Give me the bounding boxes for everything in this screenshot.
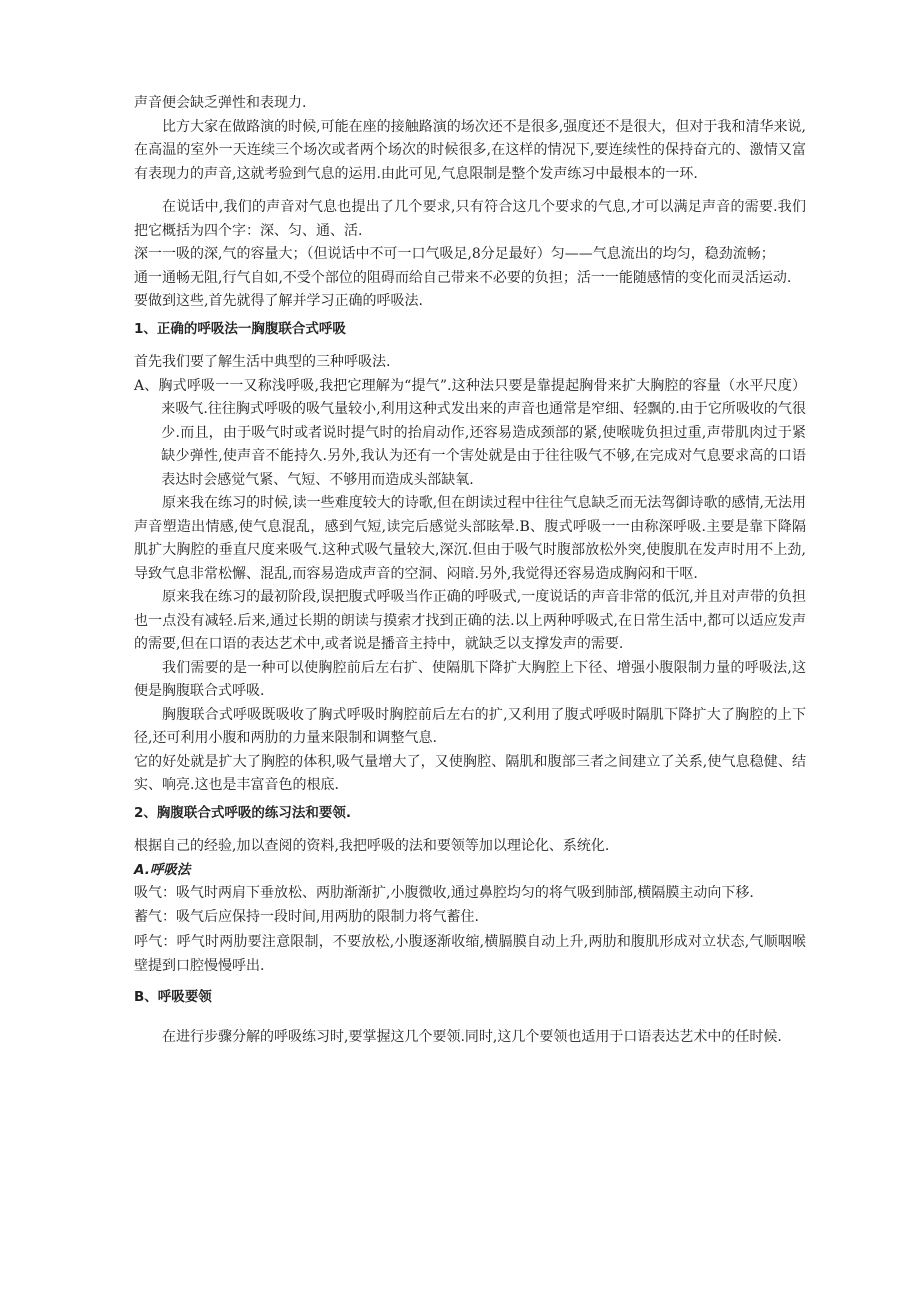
paragraph: 深一一吸的深,气的容量大；（但说话中不可一口气吸足,8分足最好）匀——气息流出的均匀，稳劲流畅； bbox=[134, 246, 775, 262]
paragraph: 我们需要的是一种可以使胸腔前后左右扩、使隔肌下降扩大胸腔上下径、增强小腹限制力量的呼吸法,这便是胸腹联合式呼吸. bbox=[134, 659, 806, 699]
paragraph: 声音便会缺乏弹性和表现力. bbox=[134, 95, 307, 111]
paragraph: 比方大家在做路演的时候,可能在座的接触路演的场次还不是很多,强度还不是很大，但对于我和清华来说,在高温的室外一天连续三个场次或者两个场次的时候很多,在这样的情况下,要连续性的保持奋亢的、激情又富有表现力的声音,这就考验到气息的运用.由此可见,气息限制是整个发声练习中最根本的一环. bbox=[134, 118, 806, 182]
list-item: A、胸式呼吸一一又称浅呼吸,我把它理解为“提气”.这种法只要是靠提起胸骨来扩大胸腔的容量（水平尺度）来吸气.往往胸式呼吸的吸气量较小,利用这种式发出来的声音也通常是窄细、轻飘的.由于它所吸收的气很少.而且，由于吸气时或者说时提气时的抬肩动作,还容易造成颈部的紧,使喉咙负担过重,声带肌肉过于紧缺少弹性,使声音不能持久.另外,我认为还有一个害处就是由于往往吸气不够,在完成对气息要求高的口语表达时会感觉气紧、气短、不够用而造成头部缺氧. bbox=[134, 377, 806, 488]
paragraph: 吸气：吸气时两肩下垂放松、两肋渐渐扩,小腹微收,通过鼻腔均匀的将气吸到肺部,横隔膜主动向下移. bbox=[134, 885, 754, 901]
paragraph: 根据自己的经验,加以查阅的资料,我把呼吸的法和要领等加以理论化、系统化. bbox=[134, 838, 610, 854]
subsection-heading: B、呼吸要领 bbox=[134, 989, 212, 1005]
paragraph: 在说话中,我们的声音对气息也提出了几个要求,只有符合这几个要求的气息,才可以满足声音的需要.我们把它概括为四个字：深、匀、通、活. bbox=[134, 199, 806, 239]
paragraph: 原来我在练习的时候,读一些难度较大的诗歌,但在朗读过程中往往气息缺乏而无法驾御诗歌的感情,无法用声音塑造出情感,使气息混乱，感到气短,读完后感觉头部眩晕.B、腹式呼吸一一由称深呼吸.主要是靠下降隔肌扩大胸腔的垂直尺度来吸气.这种式吸气量较大,深沉.但由于吸气时腹部放松外突,使腹肌在发声时用不上劲,导致气息非常松懈、混乱,而容易造成声音的空洞、闷暗.另外,我觉得还容易造成胸闷和干呕. bbox=[134, 495, 806, 582]
section-heading: 2、胸腹联合式呼吸的练习法和要领. bbox=[134, 804, 352, 821]
paragraph: 呼气：呼气时两肋要注意限制，不要放松,小腹逐渐收缩,横膈膜自动上升,两肋和腹肌形成对立状态,气顺咽喉壁提到口腔慢慢呼出. bbox=[134, 934, 806, 974]
paragraph: 要做到这些,首先就得了解并学习正确的呼吸法. bbox=[134, 293, 423, 309]
subsection-heading: A.呼吸法 bbox=[134, 861, 191, 878]
paragraph: 原来我在练习的最初阶段,误把腹式呼吸当作正确的呼吸式,一度说话的声音非常的低沉,并且对声带的负担也一点没有减轻.后来,通过长期的朗读与摸索才找到正确的法.以上两种呼吸式,在日常生活中,都可以适应发声的需要,但在口语的表达艺术中,或者说是播音主持中，就缺乏以支撑发声的需要. bbox=[134, 589, 806, 652]
document-page bbox=[134, 92, 806, 1049]
paragraph: 胸腹联合式呼吸既吸收了胸式呼吸时胸腔前后左右的扩,又利用了腹式呼吸时隔肌下降扩大了胸腔的上下径,还可利用小腹和两肋的力量来限制和调整气息. bbox=[134, 706, 806, 746]
paragraph: 在进行步骤分解的呼吸练习时,要掌握这几个要领.同时,这几个要领也适用于口语表达艺术中的任时候. bbox=[162, 1028, 782, 1045]
paragraph: 通一通畅无阻,行气自如,不受个部位的阻碍而给自己带来不必要的负担；活一一能随感情的变化而灵活运动. bbox=[134, 269, 792, 286]
paragraph: 它的好处就是扩大了胸腔的体积,吸气量增大了，又使胸腔、隔肌和腹部三者之间建立了关系,使气息稳健、结实、响亮.这也是丰富音色的根底. bbox=[134, 753, 806, 793]
paragraph: 首先我们要了解生活中典型的三种呼吸法. bbox=[134, 354, 391, 370]
section-heading: 1、正确的呼吸法一胸腹联合式呼吸 bbox=[134, 320, 346, 337]
paragraph: 蓄气：吸气后应保持一段时间,用两肋的限制力将气蓄住. bbox=[134, 908, 479, 925]
